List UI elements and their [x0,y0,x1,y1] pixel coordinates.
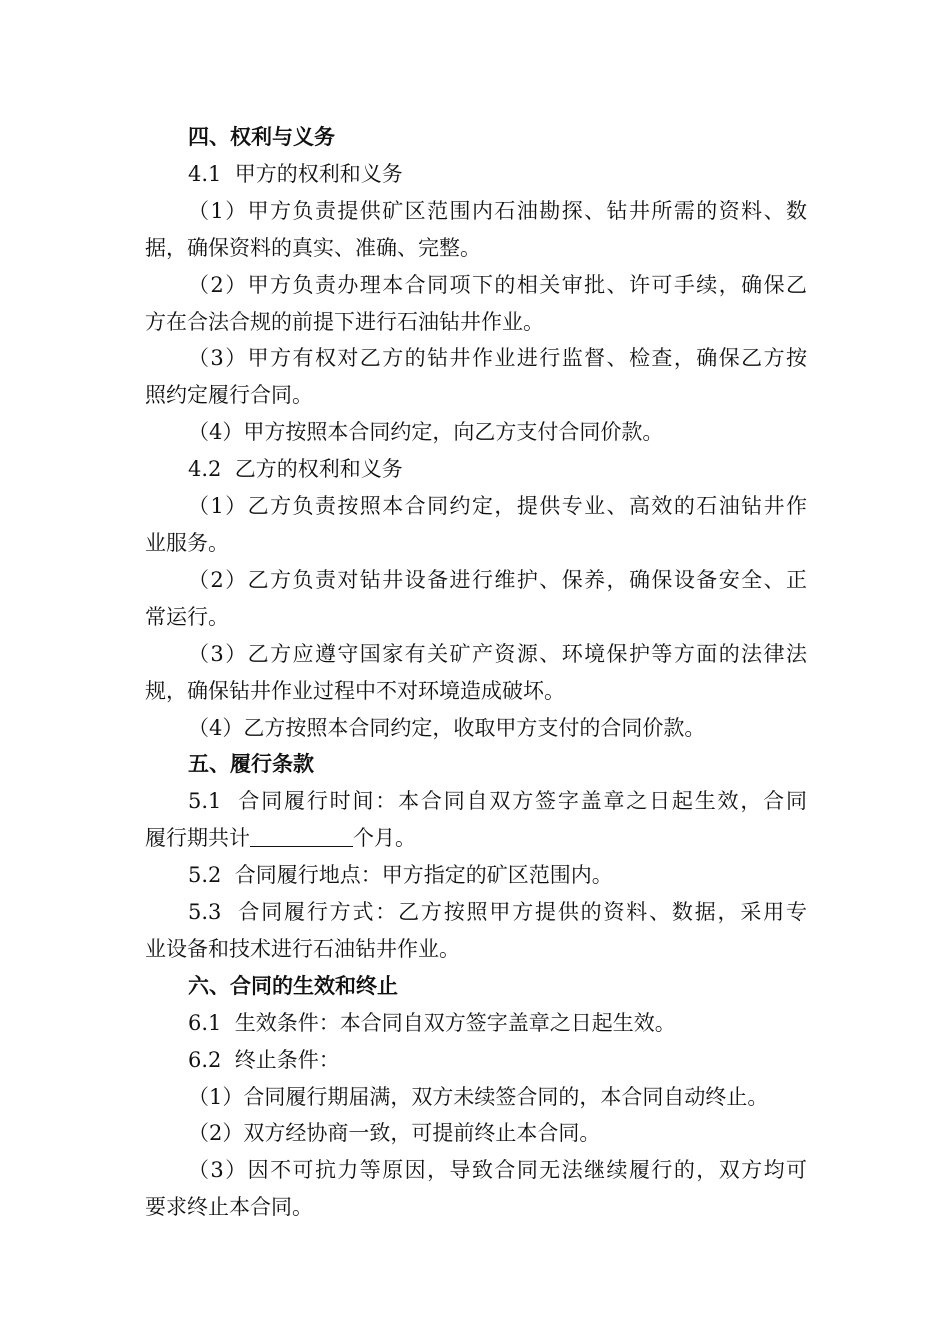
paragraph-line: 规，确保钻井作业过程中不对环境造成破坏。 [145,678,565,703]
subsection-heading: 4.1 甲方的权利和义务 [188,161,403,186]
paragraph-line: 6.2 终止条件： [188,1047,340,1072]
subsection-heading: 4.2 乙方的权利和义务 [188,457,403,482]
paragraph-line: （1）甲方负责提供矿区范围内石油勘探、钻井所需的资料、数 [188,198,807,223]
paragraph-line: （1）乙方负责按照本合同约定，提供专业、高效的石油钻井作 [188,494,807,519]
paragraph-line: （2）双方经协商一致，可提前终止本合同。 [188,1121,601,1146]
paragraph-line: （1）合同履行期届满，双方未续签合同的，本合同自动终止。 [188,1084,769,1109]
paragraph-line: 6.1 生效条件：本合同自双方签字盖章之日起生效。 [188,1010,676,1035]
paragraph-line: 5.3 合同履行方式：乙方按照甲方提供的资料、数据，采用专 [188,900,807,925]
paragraph-line: 业设备和技术进行石油钻井作业。 [145,936,460,961]
section-heading: 五、履行条款 [188,752,314,777]
paragraph-line: 据，确保资料的真实、准确、完整。 [145,235,481,260]
fill-in-line [145,820,807,857]
paragraph-line: （3）乙方应遵守国家有关矿产资源、环境保护等方面的法律法 [188,641,807,666]
fill-in-prefix: 履行期共计 [145,826,250,851]
paragraph-line: （3）甲方有权对乙方的钻井作业进行监督、检查，确保乙方按 [188,346,807,371]
fill-in-suffix: 个月。 [353,826,416,851]
fill-in-blank[interactable] [250,822,353,847]
paragraph-line: （4）乙方按照本合同约定，收取甲方支付的合同价款。 [188,715,706,740]
paragraph-line: 方在合法合规的前提下进行石油钻井作业。 [145,309,544,334]
section-heading: 四、权利与义务 [188,125,335,149]
paragraph-line: 业服务。 [145,530,229,555]
document-body [145,119,807,1226]
paragraph-line: （2）甲方负责办理本合同项下的相关审批、许可手续，确保乙 [188,272,807,297]
paragraph-line: 5.1 合同履行时间：本合同自双方签字盖章之日起生效，合同 [188,789,807,814]
section-heading: 六、合同的生效和终止 [188,973,398,998]
paragraph-line: （4）甲方按照本合同约定，向乙方支付合同价款。 [188,420,664,445]
paragraph-line: 5.2 合同履行地点：甲方指定的矿区范围内。 [188,863,613,888]
paragraph-line: 照约定履行合同。 [145,383,313,408]
paragraph-line: （2）乙方负责对钻井设备进行维护、保养，确保设备安全、正 [188,567,807,592]
paragraph-line: 要求终止本合同。 [145,1195,313,1220]
paragraph-line: 常运行。 [145,604,229,629]
paragraph-line: （3）因不可抗力等原因，导致合同无法继续履行的，双方均可 [188,1158,807,1183]
